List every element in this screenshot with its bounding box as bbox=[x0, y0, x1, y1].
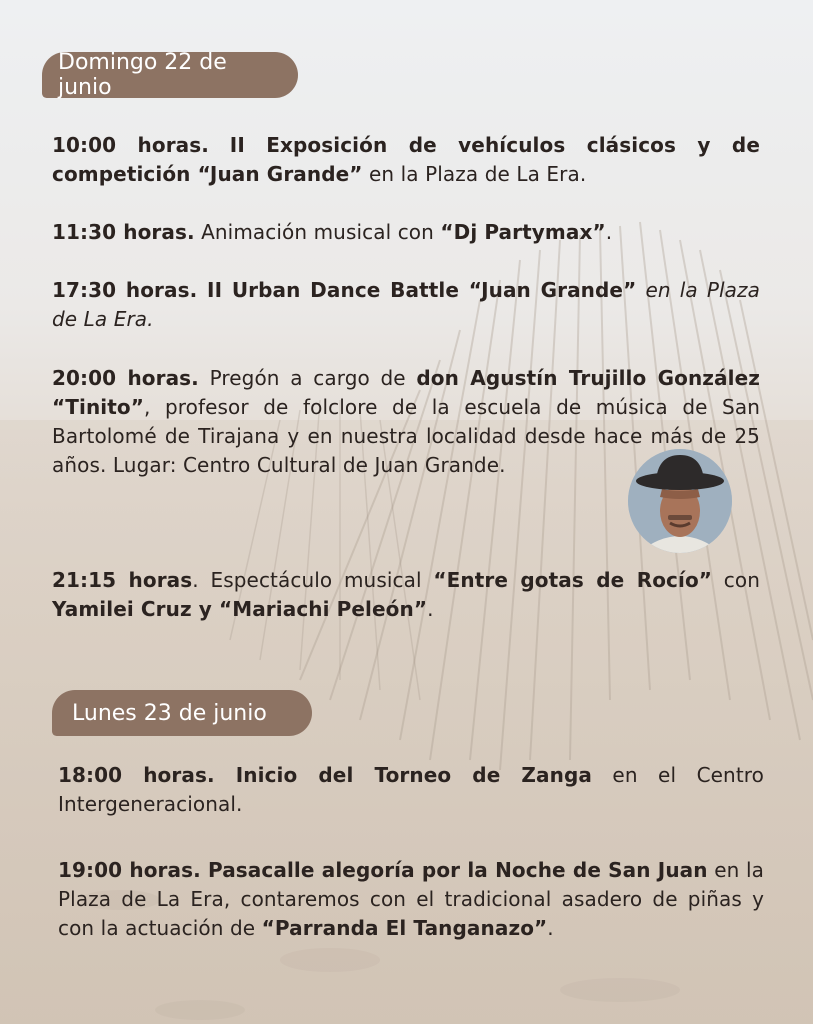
event-text: Pregón a cargo de bbox=[198, 366, 417, 390]
portrait-image bbox=[628, 449, 732, 553]
event-entry bbox=[58, 761, 764, 819]
event-text: en el Centro Intergeneracional. bbox=[58, 763, 764, 816]
event-text: . Espectáculo musical bbox=[192, 568, 434, 592]
event-time: 21:15 horas bbox=[52, 568, 193, 592]
date-label: Domingo 22 de junio bbox=[58, 50, 227, 100]
event-title: Inicio del Torneo de Zanga bbox=[214, 763, 592, 787]
event-text: en la Plaza de La Era, contaremos con el tradicional asadero de piñas y con la actuación de bbox=[58, 858, 764, 940]
event-title: “Dj Partymax” bbox=[440, 220, 606, 244]
event-text: Animación musical con bbox=[194, 220, 441, 244]
event-title: II Exposición de vehículos clásicos y de competición “Juan Grande” bbox=[52, 133, 760, 186]
event-text: , profesor de folclore de la escuela de música de San Bartolomé de Tirajana y en nuestra localidad desde hace más de 25 años. Lugar: Centro Cultural de Juan Grande. bbox=[52, 395, 760, 477]
event-text: . bbox=[547, 916, 554, 940]
event-time: 10:00 horas. bbox=[52, 133, 209, 157]
event-entry bbox=[52, 131, 760, 189]
event-title: “Parranda El Tanganazo” bbox=[261, 916, 548, 940]
event-title: Yamilei Cruz y “Mariachi Peleón” bbox=[52, 597, 428, 621]
date-badge-lunes bbox=[52, 690, 312, 736]
event-entry bbox=[52, 276, 760, 334]
event-title: “Entre gotas de Rocío” bbox=[433, 568, 713, 592]
event-text: . bbox=[427, 597, 434, 621]
event-time: 17:30 horas. bbox=[52, 278, 198, 302]
event-text: . bbox=[605, 220, 613, 244]
event-title: Pasacalle alegoría por la Noche de San Juan bbox=[200, 858, 708, 882]
speaker-portrait bbox=[628, 449, 732, 553]
event-title: don Agustín Trujillo González “Tinito” bbox=[52, 366, 760, 419]
event-time: 19:00 horas. bbox=[58, 858, 201, 882]
event-time: 18:00 horas. bbox=[58, 763, 215, 787]
event-entry bbox=[58, 856, 764, 943]
event-detail: en la Plaza de La Era. bbox=[362, 162, 587, 186]
event-time: 20:00 horas. bbox=[52, 366, 199, 390]
event-entry bbox=[52, 218, 760, 247]
date-label: Lunes 23 de junio bbox=[72, 700, 267, 726]
date-badge-domingo bbox=[42, 52, 298, 98]
event-time: 11:30 horas. bbox=[52, 220, 195, 244]
event-detail: en la Plaza de La Era. bbox=[52, 278, 760, 331]
event-entry bbox=[52, 566, 760, 624]
event-title: II Urban Dance Battle “Juan Grande” bbox=[197, 278, 637, 302]
event-text: con bbox=[712, 568, 760, 592]
